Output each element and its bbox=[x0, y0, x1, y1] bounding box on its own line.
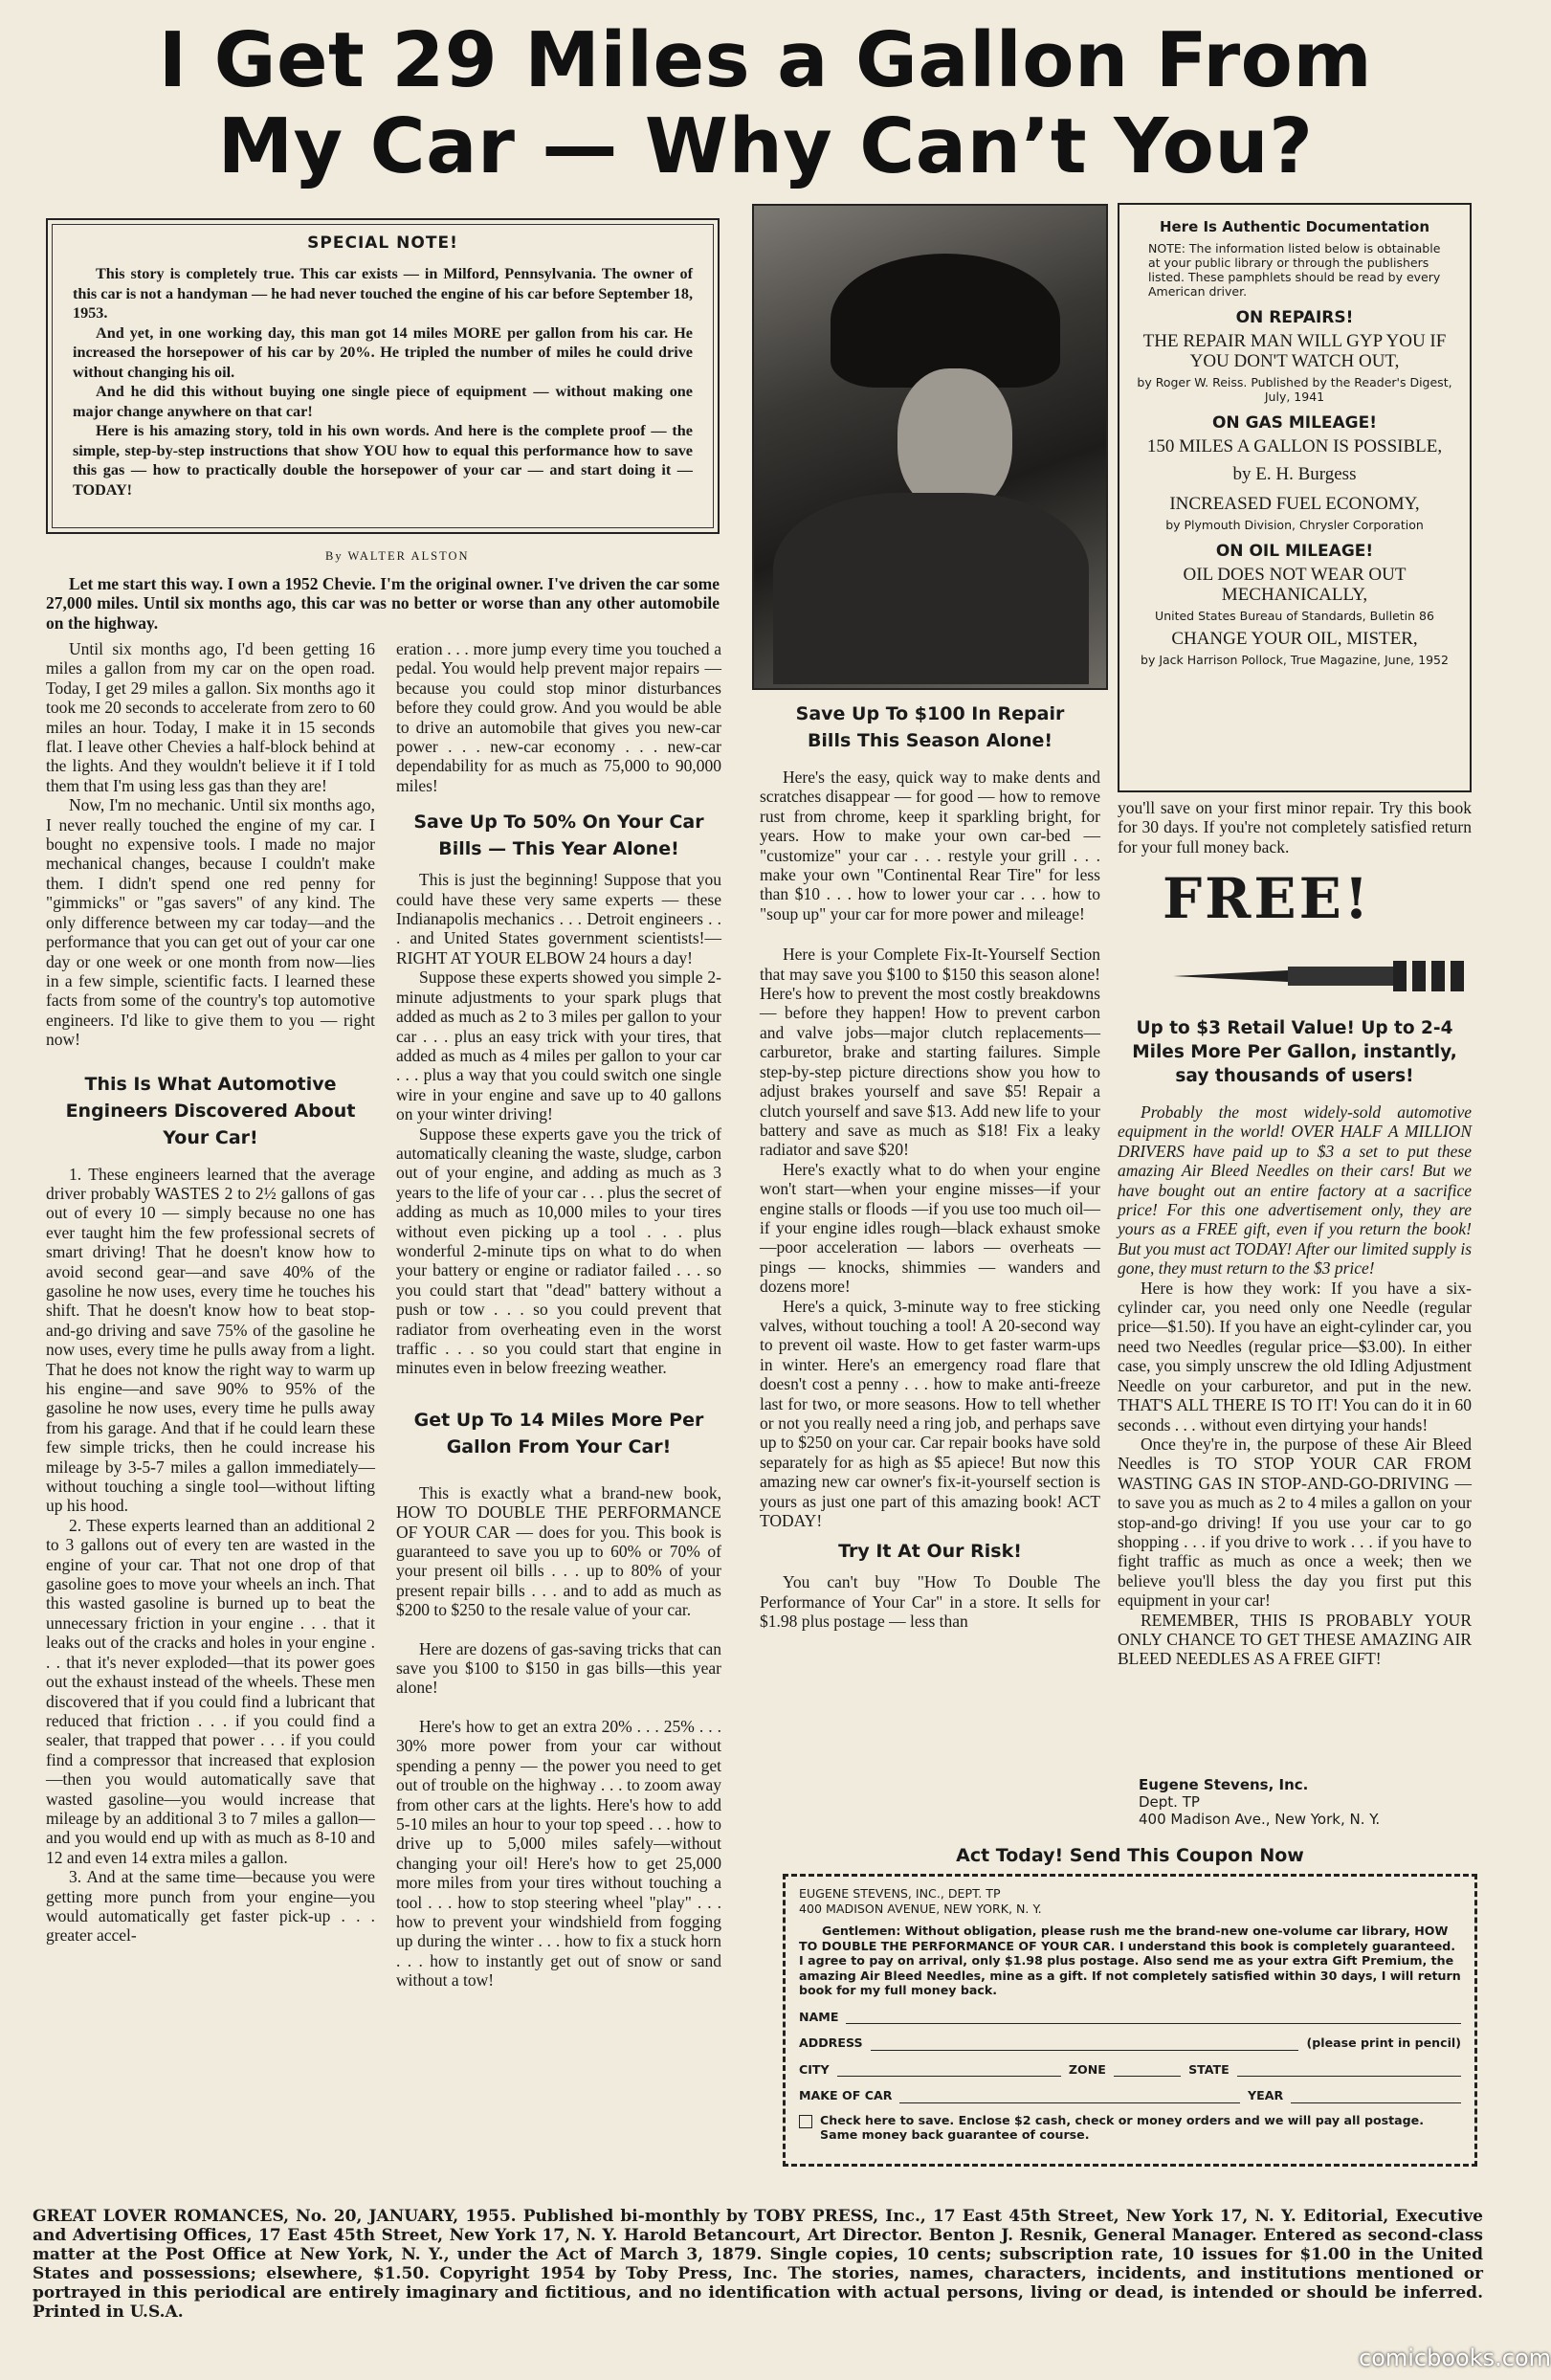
col3-p2: Here is your Complete Fix-It-Yourself Section that may save you $100 to $150 this season alone! Here's how to prevent the most costly breakdowns — before they happen! How to prevent carbon and valve jobs—major clutch replacements—carburetor, brake and starting failures. Simple step-by-step picture directions show you how to adjust brakes yourself and save $5! Repair a clutch yourself and save $13. Add new life to your battery and save as much as $18! Fix a leaky radiator and save $20! bbox=[760, 945, 1100, 1160]
col3-p3: Here's exactly what to do when your engine won't start—when your engine misses—if your engine stalls or floods —if you use too much oil—if your engine idles rough—black exhaust smoke —poor acceleration — labors — overheats — pings — knocks, shimmies — wanders and dozens more! bbox=[760, 1159, 1100, 1297]
photo-body-shape bbox=[773, 493, 1089, 684]
col3-p4: Here's a quick, 3-minute way to free sticking valves, without touching a tool! A 20-second way to prevent oil waste. How to get faster warm-ups in winter. Here's an emergency road flare that doesn't cost a penny . . . how to make anti-freeze last for two, or more seasons. How to tell whether or not you really need a ring job, and perhaps save up to $250 on your car. Car repair books have sold separately for as high as $5 apiece! But now this amazing new car owner's fix-it-yourself section is yours as just one part of this amazing book! ACT TODAY! bbox=[760, 1296, 1100, 1531]
headline-line-1: I Get 29 Miles a Gallon From bbox=[158, 16, 1373, 104]
column-4-bottom bbox=[1118, 1102, 1472, 1669]
col1-p5: 3. And at the same time—because you were getting more punch from your engine—you would automatically get faster pick-up . . . greater accel- bbox=[46, 1867, 375, 1946]
doc-gas-title: 150 MILES A GALLON IS POSSIBLE, bbox=[1146, 436, 1443, 456]
coupon-address-field[interactable] bbox=[871, 2038, 1299, 2051]
documentation-box bbox=[1118, 203, 1472, 792]
coupon-zone-field[interactable] bbox=[1114, 2064, 1181, 2077]
addr-dept: Dept. TP bbox=[1139, 1793, 1200, 1811]
col3-p1: Here's the easy, quick way to make dents and scratches disappear — for good — how to remove rust from chrome, keep it sparkling bright, for years. How to make your own car-bed — "customize" your car . . . restyle your grill . . . make your own "Continental Rear Tire" for less than $10 . . . how to lower your car . . . how to "soup up" your car for more power and mileage! bbox=[760, 767, 1100, 923]
coupon-form bbox=[783, 1874, 1477, 2167]
col1-heading: This Is What Automotive Engineers Discovered About Your Car! bbox=[65, 1073, 356, 1148]
air-bleed-needle-icon bbox=[1173, 957, 1479, 995]
addr-street: 400 Madison Ave., New York, N. Y. bbox=[1139, 1811, 1381, 1828]
col2-heading-2: Get Up To 14 Miles More Per Gallon From Your Car! bbox=[413, 1409, 704, 1457]
coupon-city-label: CITY bbox=[799, 2061, 830, 2077]
col3-heading-2: Try It At Our Risk! bbox=[838, 1541, 1022, 1563]
special-note-p1: This story is completely true. This car exists — in Milford, Pennsylvania. The owner of this car is not a handyman — he had never touched the engine of his car before September 18, 1953. bbox=[73, 265, 693, 322]
coupon-name-field[interactable] bbox=[846, 2012, 1461, 2024]
photo-man-in-car bbox=[752, 204, 1108, 690]
free-banner: FREE! bbox=[1163, 866, 1372, 931]
col1-p1: Until six months ago, I'd been getting 16 miles a gallon from my car on the open road. Today, I get 29 miles a gallon. Six months ago it took me 20 seconds to accelerate from zero to 60 miles an hour. Today, I make it in 15 seconds flat. I leave other Chevies a half-block behind at the lights. And they wouldn't believe it if I told them that I'm using less gas than they are! bbox=[46, 639, 375, 795]
special-note-p4: Here is his amazing story, told in his own words. And here is the complete proof — the simple, step-by-step instructions that show YOU how to equal this performance how to save this gas — how to practically double the horsepower of your car — and start doing it — TODAY! bbox=[73, 422, 693, 499]
publication-footer: GREAT LOVER ROMANCES, No. 20, JANUARY, 1955. Published bi-monthly by TOBY PRESS, Inc., 17 East 45th Street, New York 17, N. Y. Editorial, Executive and Advertising Offices, 17 East 45th Street, New York 17, N. Y. Harold Betancourt, Art Director. Benton J. Resnik, General Manager. Entered as second-class matter at the Post Office at New York, N. Y., under the Act of March 3, 1879. Single copies, 10 cents; subscription rate, 10 issues for $1.00 in the United States and possessions; elsewhere, $1.50. Copyright 1954 by Toby Press, Inc. The stories, names, characters, incidents, and institutions mentioned or portrayed in this periodical are entirely imaginary and fictitious, and no identification with actual persons, living or dead, is intended or should be inferred. Printed in U.S.A. bbox=[33, 2207, 1483, 2322]
coupon-address-row bbox=[799, 2035, 1461, 2051]
col4-p3: Here is how they work: If you have a six-cylinder car, you need only one Needle (regular price—$1.50). If you have an eight-cylinder car, you need two Needles (regular price—$3.00). In either case, you simply unscrew the old Idling Adjustment Needle on your carburetor, and put in the new. THAT'S ALL THERE IS TO IT! You can do it in 60 seconds . . . without even dirtying your hands! bbox=[1118, 1278, 1472, 1435]
col2-p3: Suppose these experts showed you simple 2-minute adjustments to your spark plugs that added as much as 2 to 3 miles per gallon to your car . . . plus an easy trick with your tires, that added as much as 4 miles per gallon to your car . . . plus a way that you could switch one single wire in your engine and save up to 40 gallons on your winter driving! bbox=[396, 968, 721, 1124]
coupon-make-label: MAKE OF CAR bbox=[799, 2088, 893, 2102]
col2-p7: Here's how to get an extra 20% . . . 25% . . . 30% more power from your car without spending a penny — the power you need to get out of trouble on the highway . . . to zoom away from other cars at the lights. Here's how to add 5-10 miles an hour to your top speed . . . how to drive up to 5,000 miles safely—without changing your oil! Here's how to get 25,000 more miles from your tires without touching a tool . . . how to stop steering wheel "play" . . . how to prevent your windshield from fogging up during the winter . . . how to fix a stuck horn . . . how to instantly get out of snow or sand without a tow! bbox=[396, 1716, 721, 1991]
doc-oil-heading: ON OIL MILEAGE! bbox=[1215, 542, 1374, 561]
coupon-address-label: ADDRESS bbox=[799, 2035, 863, 2050]
col4-p1: you'll save on your first minor repair. Try this book for 30 days. If you're not completely satisfied return for your full money back. bbox=[1118, 798, 1472, 856]
doc-gas-author: by E. H. Burgess bbox=[1232, 464, 1357, 484]
doc-repairs-title: THE REPAIR MAN WILL GYP YOU IF YOU DON'T WATCH OUT, bbox=[1142, 331, 1447, 371]
retail-value-heading: Up to $3 Retail Value! Up to 2-4 Miles More Per Gallon, instantly, say thousands of users! bbox=[1132, 1018, 1457, 1086]
col3-p5: You can't buy "How To Double The Performance of Your Car" in a store. It sells for $1.98 plus postage — less than bbox=[760, 1572, 1100, 1632]
coupon-year-label: YEAR bbox=[1248, 2088, 1284, 2102]
coupon-check-text: Check here to save. Enclose $2 cash, check or money orders and we will pay all postage. Same money back guarantee of course. bbox=[820, 2112, 1424, 2142]
col4-p5: REMEMBER, THIS IS PROBABLY YOUR ONLY CHANCE TO GET THESE AMAZING AIR BLEED NEEDLES AS A FREE GIFT! bbox=[1118, 1610, 1472, 1669]
headline bbox=[0, 17, 1531, 189]
doc-repairs-source: by Roger W. Reiss. Published by the Reader's Digest, July, 1941 bbox=[1137, 375, 1452, 404]
doc-title: Here Is Authentic Documentation bbox=[1159, 218, 1430, 235]
column-4-top bbox=[1118, 798, 1472, 856]
column-2 bbox=[396, 639, 721, 1991]
doc-gas-heading: ON GAS MILEAGE! bbox=[1211, 413, 1378, 433]
column-1 bbox=[46, 639, 375, 1946]
photo-face-shape bbox=[897, 368, 1012, 512]
publisher-address bbox=[1139, 1776, 1380, 1828]
coupon-year-field[interactable] bbox=[1291, 2091, 1461, 2103]
special-note-p3: And he did this without buying one single piece of equipment — without making one major change anywhere on that car! bbox=[73, 383, 693, 420]
column-3 bbox=[760, 697, 1100, 1632]
coupon-check-row bbox=[799, 2113, 1461, 2143]
doc-oil-title: OIL DOES NOT WEAR OUT MECHANICALLY, bbox=[1183, 565, 1407, 605]
doc-gas-source: by Plymouth Division, Chrysler Corporation bbox=[1165, 518, 1424, 532]
order-coupon bbox=[783, 1845, 1477, 2170]
col4-p2: Probably the most widely-sold automotive equipment in the world! OVER HALF A MILLION DRIVERS have paid up to $3 a set to put these amazing Air Bleed Needles on their cars! But we have bought out an entire factory at a sacrifice price! For this one advertisement only, they are yours as a FREE gift, even if you return the book! But you must act TODAY! After our limited supply is gone, they must return to the $3 price! bbox=[1118, 1102, 1472, 1279]
coupon-state-label: STATE bbox=[1188, 2061, 1230, 2077]
col2-p1: eration . . . more jump every time you touched a pedal. You would help prevent major repairs — because you could stop minor disturbances before they could grow. And you would be able to drive an automobile that gives you new-car power . . . new-car economy . . . new-car dependability for as much as 75,000 to 90,000 miles! bbox=[396, 639, 721, 795]
col1-p2: Now, I'm no mechanic. Until six months ago, I never really touched the engine of my car. I bought no expensive tools. I made no major mechanical changes, because I couldn't make them. I didn't spend one red penny for "gimmicks" or "gas savers" of any kind. The only difference between my car today—and the performance that you can get out of your car one day or one week or one month from now—lies in a few simple, scientific facts. I learned these facts from some of the country's top automotive engineers. I'd like to give them to you — right now! bbox=[46, 795, 375, 1050]
coupon-city-field[interactable] bbox=[837, 2064, 1061, 2077]
watermark: comicbooks.com bbox=[1359, 2345, 1551, 2371]
col2-p2: This is just the beginning! Suppose that you could have these very same experts — these Indianapolis mechanics . . . Detroit engineers . . . and United States government scientists!—RIGHT AT YOUR ELBOW 24 hours a day! bbox=[396, 870, 721, 968]
coupon-print-note: (please print in pencil) bbox=[1306, 2035, 1461, 2050]
col1-p3: 1. These engineers learned that the average driver probably WASTES 2 to 2½ gallons of gas out of every 10 — simply because no one has ever taught him the few professional secrets of smart driving! That he doesn't know how to avoid second gear—and save 40% of the gasoline he now uses, every time he touches his shift. That he doesn't know how to beat stop-and-go driving and save 75% of the gasoline he now uses, every time he pulls away from a light. That he does not know the right way to warm up his engine—and save 90% to 95% of the gasoline he now uses, every time he pulls away from his garage. And that if he could learn these few simple tricks, then he could increase his mileage by 3-5-7 miles a gallon immediately—without touching a single tool—without lifting up his hood. bbox=[46, 1164, 375, 1516]
coupon-body: Gentlemen: Without obligation, please rush me the brand-new one-volume car library, HOW TO DOUBLE THE PERFORMANCE OF YOUR CAR. I understand this book is completely guaranteed. I agree to pay on arrival, only $1.98 plus postage. Also send me as your extra Gift Premium, the amazing Air Bleed Needles, mine as a gift. If not completely satisfied within 30 days, I will return book for my full money back. bbox=[799, 1924, 1461, 1997]
col3-heading-1: Save Up To $100 In Repair Bills This Season Alone! bbox=[795, 703, 1065, 751]
col1-p4: 2. These experts learned than an additional 2 to 3 gallons out of every ten are wasted in the engine of your car. That not one drop of that gasoline goes to move your wheels an inch. That this wasted gasoline is burned up to beat the unnecessary friction in your engine . . . that it leaks out of the cracks and holes in your engine . . . that it's never exploded—that its power goes out the exhaust instead of the wheels. These men discovered that if you could find a lubricant that reduced that friction . . . if you could find a sealer, that trapped that power . . . if you could find a compressor that increased that explosion—then you would automatically save that wasted gasoline—you would increase that mileage by an additional 3 to 7 miles a gallon—and you would end up with as much as 8-10 and 12 and even 14 extra miles a gallon. bbox=[46, 1515, 375, 1867]
special-note-box bbox=[46, 218, 720, 534]
doc-oil-source: United States Bureau of Standards, Bulletin 86 bbox=[1155, 609, 1434, 623]
doc-oil-title-2: CHANGE YOUR OIL, MISTER, bbox=[1171, 629, 1418, 649]
doc-oil-source-2: by Jack Harrison Pollock, True Magazine, June, 1952 bbox=[1141, 653, 1449, 667]
coupon-zone-label: ZONE bbox=[1068, 2061, 1106, 2077]
byline: By WALTER ALSTON bbox=[325, 549, 470, 563]
coupon-heading: Act Today! Send This Coupon Now bbox=[956, 1845, 1304, 1866]
col2-heading-1: Save Up To 50% On Your Car Bills — This Year Alone! bbox=[413, 812, 704, 860]
coupon-make-field[interactable] bbox=[899, 2091, 1240, 2103]
coupon-address-line-1: EUGENE STEVENS, INC., DEPT. TP bbox=[799, 1886, 1001, 1901]
coupon-name-label: NAME bbox=[799, 2009, 839, 2024]
headline-line-2: My Car — Why Can’t You? bbox=[217, 102, 1314, 190]
coupon-name-row bbox=[799, 2010, 1461, 2025]
coupon-city-row bbox=[799, 2062, 1461, 2078]
coupon-make-row bbox=[799, 2088, 1461, 2103]
addr-company: Eugene Stevens, Inc. bbox=[1139, 1776, 1309, 1793]
col2-p5: This is exactly what a brand-new book, HOW TO DOUBLE THE PERFORMANCE OF YOUR CAR — does for you. This book is guaranteed to save you up to 60% or 70% of your present oil bills . . . up to 80% of your present repair bills . . . and to add as much as $200 to $250 to the resale value of your car. bbox=[396, 1482, 721, 1620]
special-note-p2: And yet, in one working day, this man got 14 miles MORE per gallon from his car. He increased the horsepower of his car by 20%. He tripled the number of miles he could drive without changing his oil. bbox=[73, 323, 693, 381]
special-note-title: SPECIAL NOTE! bbox=[307, 234, 458, 253]
coupon-state-field[interactable] bbox=[1237, 2064, 1461, 2077]
doc-gas-title-2: INCREASED FUEL ECONOMY, bbox=[1169, 494, 1420, 514]
col4-p4: Once they're in, the purpose of these Air Bleed Needles is TO STOP YOUR CAR FROM WASTING GAS IN STOP-AND-GO-DRIVING — to save you as much as 2 to 4 miles a gallon on your stop-and-go driving! If you use your car to go shopping . . . if you drive to work . . . if you have to fight traffic as much as once a week; then we believe you'll bless the day you first put this equipment in your car! bbox=[1118, 1434, 1472, 1611]
photo-hat-shape bbox=[831, 254, 1060, 388]
col2-p6: Here are dozens of gas-saving tricks that can save you $100 to $150 in gas bills—this year alone! bbox=[396, 1638, 721, 1698]
col2-p4: Suppose these experts gave you the trick of automatically cleaning the waste, sludge, carbon out of your engine, and adding as much as 3 years to the life of your car . . . plus the secret of adding as much as 10,000 miles to your tires without even picking up a tool . . . plus wonderful 2-minute tips on what to do when your battery or engine or radiator failed . . . so you could start that "dead" battery without a push or tow . . . so you could prevent that radiator from overheating even in the worst traffic . . . so you could start that engine in minutes even in below freezing weather. bbox=[396, 1123, 721, 1378]
doc-note: NOTE: The information listed below is obtainable at your public library or through the publishers listed. These pamphlets should be read by every American driver. bbox=[1148, 241, 1441, 299]
coupon-checkbox[interactable] bbox=[799, 2115, 812, 2128]
lead-paragraph: Let me start this way. I own a 1952 Chevie. I'm the original owner. I've driven the car some 27,000 miles. Until six months ago, this car was no better or worse than any other automobile on the highway. bbox=[46, 574, 720, 633]
coupon-address-line-2: 400 MADISON AVENUE, NEW YORK, N. Y. bbox=[799, 1901, 1042, 1916]
doc-repairs-heading: ON REPAIRS! bbox=[1235, 308, 1354, 327]
